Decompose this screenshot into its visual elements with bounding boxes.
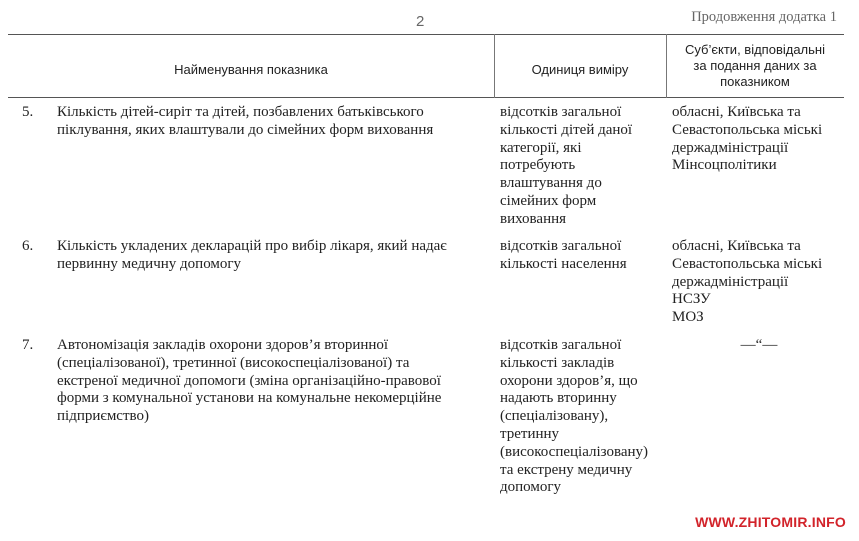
text-line: та екстрену медичну [500,461,633,478]
text-line: обласні, Київська та [672,238,801,254]
table-top-rule [8,34,844,35]
text-line: піклування, яких влаштували до сімейних форм виховання [57,121,434,138]
text-line: первинну медичну допомогу [57,255,242,272]
text-line: кількості дітей даної [500,121,633,138]
row-number: 5. [22,104,34,120]
column-header-name: Найменування показника [174,62,328,77]
text-line: відсотків загальної [500,238,622,254]
header-line: показником [720,74,790,89]
indicator-name [57,337,477,426]
site-watermark: WWW.ZHITOMIR.INFO [695,514,846,530]
text-line: третинну [500,425,560,442]
text-line: (спеціалізовану), [500,408,609,425]
responsible-entities [672,238,842,327]
row-number: 6. [22,238,34,254]
text-line: обласні, Київська та [672,104,801,120]
text-line: Автономізація закладів охорони здоров’я вторинної [57,337,389,353]
text-line: (високоспеціалізовану) [500,443,649,460]
text-line: кількості закладів [500,354,615,371]
text-line: кількості населення [500,255,627,272]
ditto-mark: —“— [740,337,778,353]
indicator-name [57,238,477,274]
table-header-rule [8,97,844,98]
text-line: Севастопольська міські [672,255,823,272]
text-line: сімейних форм [500,192,597,209]
continuation-label: Продовження додатка 1 [691,9,837,25]
text-line: Севастопольська міські [672,121,823,138]
column-header-unit: Одиниця виміру [531,62,629,77]
unit-of-measure [500,337,668,497]
column-header-responsible [666,42,844,90]
page-number: 2 [416,13,425,30]
text-line: відсотків загальної [500,337,622,353]
text-line: підприємство) [57,408,149,425]
header-line: за подання даних за [693,58,817,73]
unit-of-measure [500,238,668,274]
text-line: влаштування до [500,175,602,192]
text-line: (спеціалізованої), третинної (високоспеціалізованої) та [57,354,410,371]
text-line: категорії, які [500,139,582,156]
unit-of-measure [500,104,668,229]
text-line: МОЗ [672,309,704,326]
text-line: потребують [500,157,576,174]
text-line: екстреної медичної допомоги (зміна організаційно-правової [57,372,441,389]
text-line: надають вторинну [500,390,617,407]
text-line: охорони здоров’я, що [500,372,638,389]
row-number: 7. [22,337,34,353]
text-line: форми з комунальної установи на комунальне некомерційне [57,390,442,407]
text-line: відсотків загальної [500,104,622,120]
responsible-entities [674,337,844,355]
header-line: Суб’єкти, відповідальні [685,42,825,57]
text-line: допомогу [500,479,562,496]
text-line: Кількість укладених декларацій про вибір лікаря, який надає [57,238,447,254]
text-line: виховання [500,210,567,227]
text-line: держадміністрації [672,273,789,290]
text-line: Мінсоцполітики [672,157,777,174]
responsible-entities [672,104,842,175]
indicator-name [57,104,477,140]
text-line: держадміністрації [672,139,789,156]
text-line: Кількість дітей-сиріт та дітей, позбавлених батьківського [57,104,424,120]
text-line: НСЗУ [672,291,711,308]
